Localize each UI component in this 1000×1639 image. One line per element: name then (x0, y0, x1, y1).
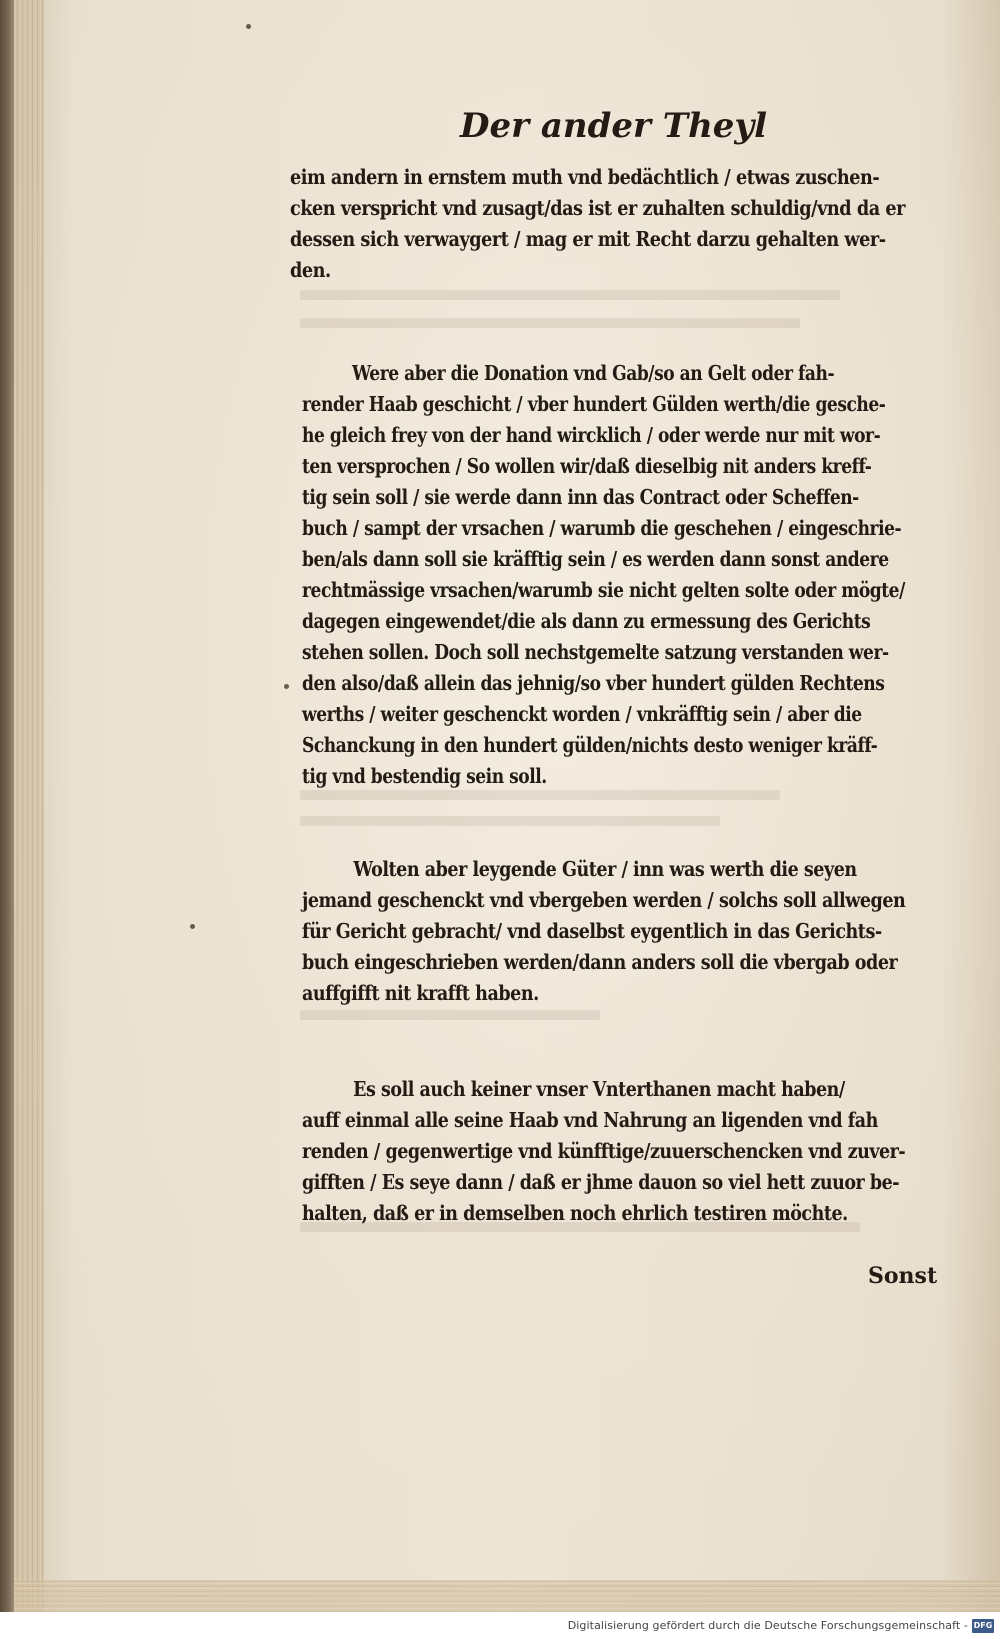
paragraph-2 (302, 358, 1000, 792)
text-line: Schanckung in den hundert gülden/nichts desto weniger kräff- (302, 733, 878, 757)
show-through-mark (300, 318, 800, 328)
text-line: Es soll auch keiner vnser Vnterthanen macht haben/ (353, 1077, 845, 1101)
text-line: Wolten aber leygende Güter / inn was werth die seyen (353, 857, 857, 881)
text-line: he gleich frey von der hand wircklich / oder werde nur mit wor- (302, 423, 881, 447)
show-through-mark (300, 816, 720, 826)
text-line: Were aber die Donation vnd Gab/so an Gelt oder fah- (351, 361, 835, 385)
text-line: render Haab geschicht / vber hundert Gülden werth/die gesche- (302, 392, 886, 416)
funding-credit: Digitalisierung gefördert durch die Deutsche Forschungsgemeinschaft - (567, 1619, 968, 1632)
text-line: werths / weiter geschenckt worden / vnkräfftig sein / aber die (302, 702, 862, 726)
text-line: den also/daß allein das jehnig/so vber hundert gülden Rechtens (302, 671, 885, 695)
paragraph-1 (290, 162, 1000, 286)
paragraph-4 (302, 1074, 1000, 1229)
text-line: rechtmässige vrsachen/warumb sie nicht gelten solte oder mögte/ (302, 578, 905, 602)
text-line: auff einmal alle seine Haab vnd Nahrung an ligenden vnd fah (302, 1108, 878, 1132)
text-line: eim andern in ernstem muth vnd bedächtlich / etwas zuschen- (290, 165, 880, 189)
text-line: den. (290, 258, 331, 282)
page-stack-edges (14, 0, 44, 1612)
text-line: tig sein soll / sie werde dann inn das Contract oder Scheffen- (302, 485, 859, 509)
text-line: buch eingeschrieben werden/dann anders soll die vbergab oder (302, 950, 898, 974)
text-line: tig vnd bestendig sein soll. (302, 764, 547, 788)
text-line: für Gericht gebracht/ vnd daselbst eygentlich in das Gerichts- (302, 919, 882, 943)
text-line: cken verspricht vnd zusagt/das ist er zuhalten schuldig/vnd da er (290, 196, 905, 220)
paragraph-3 (302, 854, 1000, 1009)
margin-dot (246, 24, 251, 29)
page-stack-bottom (14, 1580, 1000, 1612)
text-line: jemand geschenckt vnd vbergeben werden / solchs soll allwegen (302, 888, 906, 912)
text-line: ben/als dann soll sie kräfftig sein / es werden dann sonst andere (302, 547, 889, 571)
text-line: dessen sich verwaygert / mag er mit Recht darzu gehalten wer- (290, 227, 886, 251)
text-line: buch / sampt der vrsachen / warumb die geschehen / eingeschrie- (302, 516, 902, 540)
text-line: auffgifft nit krafft haben. (302, 981, 539, 1005)
margin-dot (190, 924, 195, 929)
text-line: ten versprochen / So wollen wir/daß dieselbig nit anders kreff- (302, 454, 872, 478)
show-through-mark (300, 1010, 600, 1020)
margin-dot (284, 684, 289, 689)
text-line: gifften / Es seye dann / daß er jhme dauon so viel hett zuuor be- (302, 1170, 900, 1194)
catchword: Sonst (868, 1263, 938, 1289)
show-through-mark (300, 290, 840, 300)
text-line: stehen sollen. Doch soll nechstgemelte satzung verstanden wer- (302, 640, 889, 664)
book-spine-edge (0, 0, 14, 1639)
text-line: halten, daß er in demselben noch ehrlich testiren möchte. (302, 1201, 848, 1225)
dfg-logo-icon: DFG (972, 1619, 994, 1633)
running-head: Der ander Theyl (460, 106, 768, 146)
text-line: dagegen eingewendet/die als dann zu ermessung des Gerichts (302, 609, 871, 633)
digitisation-footer (0, 1612, 1000, 1639)
text-line: renden / gegenwertige vnd künfftige/zuuerschencken vnd zuver- (302, 1139, 906, 1163)
